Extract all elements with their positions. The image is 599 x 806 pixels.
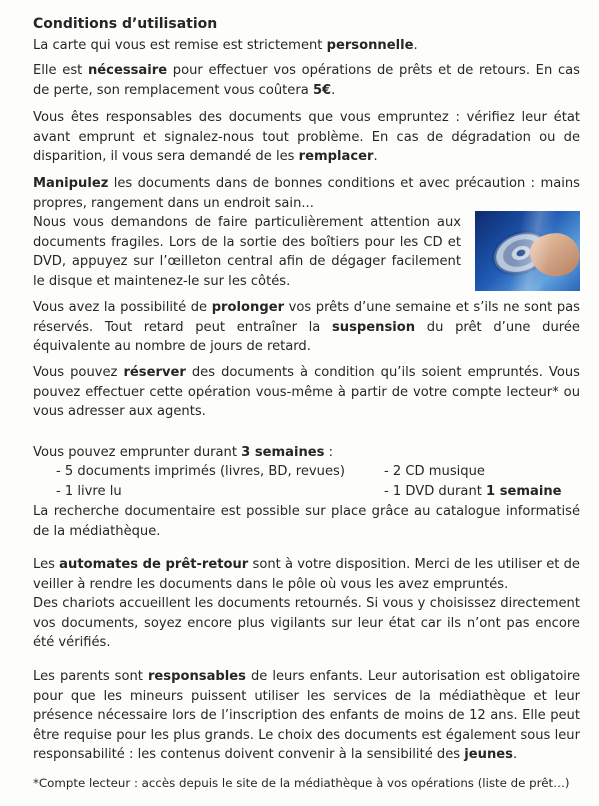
paragraph-fragiles: Nous vous demandons de faire particulièrement attention aux documents fragiles. Lors de la sortie des boîtiers pour les CD et DVD, appuyez sur l’œilleton central afin de dégager facilement le disque et maintenez-le sur les côtés. [33, 215, 461, 289]
bold-suspension: suspension [332, 319, 416, 335]
loan-item-dvd: - 1 DVD durant 1 semaine [384, 484, 562, 499]
bold-price: 5€ [312, 82, 332, 98]
bold-personnelle: personnelle [326, 38, 414, 53]
bold-duration: 3 semaines [241, 445, 325, 460]
cd-hand-photo-icon [475, 211, 580, 291]
bold-responsables: responsables [147, 669, 246, 684]
paragraph-automates: Les automates de prêt-retour sont à votre disposition. Merci de les utiliser et de veiller à rendre les documents dans le pôle où vous les avez empruntés. [33, 557, 580, 592]
loans-intro: Vous pouvez emprunter durant 3 semaines : [33, 445, 334, 460]
paragraph-responsables: Vous êtes responsables des documents que vous empruntez : vérifiez leur état avant emprunt et signalez-nous tout problème. En cas de dégradation ou de disparition, il vous sera demandé de les remplacer. [33, 110, 580, 165]
paragraph-chariots: Des chariots accueillent les documents retournés. Si vous y choisissez directement vos documents, soyez encore plus vigilants sur leur état car ils n’ont pas encore été vérifiés. [33, 596, 580, 651]
paragraph-catalogue: La recherche documentaire est possible sur place grâce au catalogue informatisé de la médiathèque. [33, 504, 580, 539]
loan-item-cd: - 2 CD musique [384, 464, 485, 479]
footnote: *Compte lecteur : accès depuis le site de la médiathèque à vos opérations (liste de prêt…) [33, 776, 570, 790]
bold-remplacer: remplacer [298, 149, 374, 165]
paragraph-prolonger: Vous avez la possibilité de prolonger vos prêts d’une semaine et s’ils ne sont pas réservés. Tout retard peut entraîner la suspension du prêt d’une durée équivalente au nombre de jours de retard. [33, 300, 580, 355]
bold-automates: automates de prêt-retour [59, 557, 249, 572]
bold-prolonger: prolonger [211, 300, 285, 315]
paragraph-parents: Les parents sont responsables de leurs enfants. Leur autorisation est obligatoire pour que les mineurs puissent utiliser les services de la médiathèque et leur présence nécessaire lors de l’inscription des enfants de moins de 12 ans. Elle peut être requise pour les plus grands. Le choix des documents est également sous leur responsabilité : les contenus doivent convenir à la sensibilité des jeunes. [33, 669, 581, 763]
bold-manipulez: Manipulez [33, 176, 109, 191]
bold-jeunes: jeunes [464, 747, 513, 763]
paragraph-reserver: Vous pouvez réserver des documents à condition qu’ils soient empruntés. Vous pouvez effectuer cette opération vous-même à partir de votre compte lecteur* ou vous adresser aux agents. [33, 365, 580, 420]
paragraph-necessaire: Elle est nécessaire pour effectuer vos opérations de prêts et de retours. En cas de perte, son remplacement vous coûtera 5€. [33, 63, 580, 98]
loan-item-printed: - 5 documents imprimés (livres, BD, revues) [56, 464, 345, 479]
page-title: Conditions d’utilisation [33, 16, 218, 32]
bold-necessaire: nécessaire [87, 63, 168, 78]
bold-dvd-duration: 1 semaine [486, 484, 562, 499]
bold-reserver: réserver [123, 365, 186, 380]
loan-item-audiobook: - 1 livre lu [56, 484, 122, 499]
paragraph-card: La carte qui vous est remise est strictement personnelle. [33, 38, 418, 53]
paragraph-manipulez: Manipulez les documents dans de bonnes conditions et avec précaution : mains propres, rangement dans un endroit sain... [33, 176, 580, 211]
